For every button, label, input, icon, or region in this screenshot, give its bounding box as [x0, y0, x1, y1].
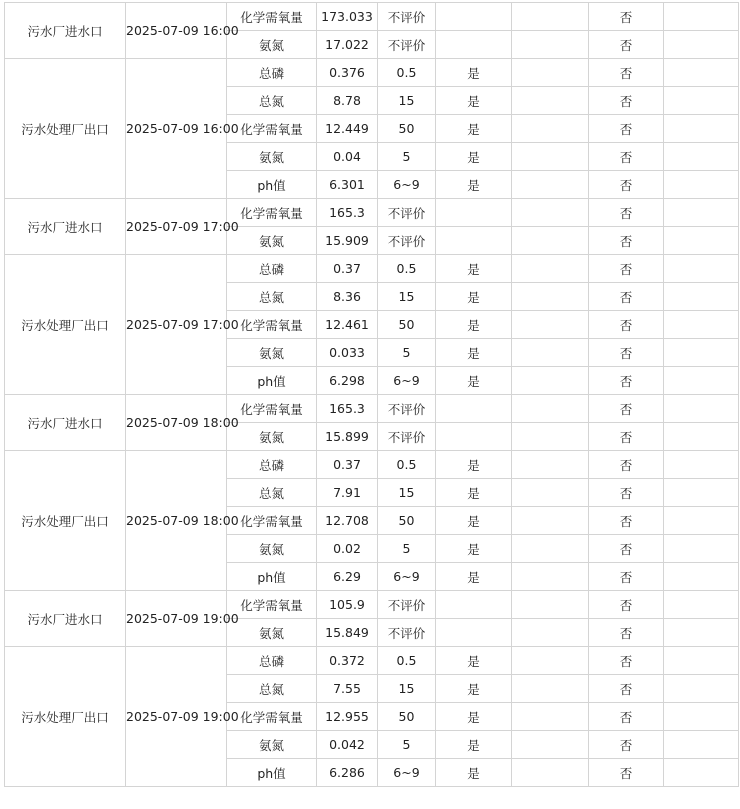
exceed-flag-cell: 否 — [589, 3, 664, 31]
site-name-cell: 污水处理厂出口 — [5, 451, 126, 591]
pollutant-item-cell: 总氮 — [227, 87, 317, 115]
exceed-flag-cell: 否 — [589, 143, 664, 171]
pollutant-item-cell: 总氮 — [227, 675, 317, 703]
site-name-cell: 污水处理厂出口 — [5, 255, 126, 395]
standard-limit-cell: 15 — [378, 479, 436, 507]
measured-value-cell: 7.55 — [317, 675, 378, 703]
standard-limit-cell: 0.5 — [378, 59, 436, 87]
measured-value-cell: 8.36 — [317, 283, 378, 311]
exceed-flag-cell: 否 — [589, 563, 664, 591]
empty-cell — [664, 31, 739, 59]
empty-cell — [512, 675, 589, 703]
qualified-cell: 是 — [436, 115, 512, 143]
pollutant-item-cell: 化学需氧量 — [227, 591, 317, 619]
standard-limit-cell: 不评价 — [378, 423, 436, 451]
measured-value-cell: 7.91 — [317, 479, 378, 507]
empty-cell — [664, 395, 739, 423]
monitoring-data-table — [4, 2, 739, 787]
site-name-cell: 污水厂进水口 — [5, 199, 126, 255]
measured-value-cell: 0.033 — [317, 339, 378, 367]
sample-time-cell: 2025-07-09 18:00 — [126, 451, 227, 591]
empty-cell — [664, 563, 739, 591]
standard-limit-cell: 50 — [378, 507, 436, 535]
pollutant-item-cell: 总氮 — [227, 479, 317, 507]
pollutant-item-cell: 总磷 — [227, 255, 317, 283]
measured-value-cell: 6.298 — [317, 367, 378, 395]
exceed-flag-cell: 否 — [589, 31, 664, 59]
empty-cell — [512, 87, 589, 115]
qualified-cell — [436, 199, 512, 227]
empty-cell — [664, 619, 739, 647]
empty-cell — [664, 423, 739, 451]
empty-cell — [512, 423, 589, 451]
standard-limit-cell: 50 — [378, 115, 436, 143]
measured-value-cell: 12.708 — [317, 507, 378, 535]
empty-cell — [664, 731, 739, 759]
empty-cell — [512, 255, 589, 283]
qualified-cell: 是 — [436, 283, 512, 311]
measured-value-cell: 0.02 — [317, 535, 378, 563]
qualified-cell: 是 — [436, 339, 512, 367]
empty-cell — [512, 143, 589, 171]
pollutant-item-cell: 氨氮 — [227, 143, 317, 171]
pollutant-item-cell: 氨氮 — [227, 731, 317, 759]
pollutant-item-cell: 化学需氧量 — [227, 199, 317, 227]
standard-limit-cell: 15 — [378, 87, 436, 115]
standard-limit-cell: 6~9 — [378, 367, 436, 395]
exceed-flag-cell: 否 — [589, 255, 664, 283]
exceed-flag-cell: 否 — [589, 87, 664, 115]
standard-limit-cell: 6~9 — [378, 563, 436, 591]
standard-limit-cell: 不评价 — [378, 227, 436, 255]
measured-value-cell: 0.37 — [317, 451, 378, 479]
qualified-cell: 是 — [436, 255, 512, 283]
site-name-cell: 污水厂进水口 — [5, 3, 126, 59]
exceed-flag-cell: 否 — [589, 171, 664, 199]
empty-cell — [664, 675, 739, 703]
exceed-flag-cell: 否 — [589, 451, 664, 479]
standard-limit-cell: 50 — [378, 703, 436, 731]
table-row — [5, 59, 739, 87]
empty-cell — [512, 199, 589, 227]
qualified-cell — [436, 3, 512, 31]
exceed-flag-cell: 否 — [589, 311, 664, 339]
standard-limit-cell: 0.5 — [378, 255, 436, 283]
empty-cell — [512, 647, 589, 675]
pollutant-item-cell: 化学需氧量 — [227, 703, 317, 731]
pollutant-item-cell: 总氮 — [227, 283, 317, 311]
pollutant-item-cell: ph值 — [227, 171, 317, 199]
pollutant-item-cell: 氨氮 — [227, 423, 317, 451]
exceed-flag-cell: 否 — [589, 479, 664, 507]
sample-time-cell: 2025-07-09 18:00 — [126, 395, 227, 451]
empty-cell — [664, 143, 739, 171]
site-name-cell: 污水厂进水口 — [5, 591, 126, 647]
standard-limit-cell: 不评价 — [378, 395, 436, 423]
exceed-flag-cell: 否 — [589, 395, 664, 423]
pollutant-item-cell: 氨氮 — [227, 31, 317, 59]
table-row — [5, 3, 739, 31]
empty-cell — [664, 3, 739, 31]
standard-limit-cell: 5 — [378, 143, 436, 171]
empty-cell — [664, 283, 739, 311]
empty-cell — [512, 283, 589, 311]
qualified-cell: 是 — [436, 479, 512, 507]
measured-value-cell: 6.29 — [317, 563, 378, 591]
empty-cell — [512, 591, 589, 619]
measured-value-cell: 15.899 — [317, 423, 378, 451]
site-name-cell: 污水厂进水口 — [5, 395, 126, 451]
empty-cell — [664, 339, 739, 367]
empty-cell — [512, 395, 589, 423]
empty-cell — [512, 339, 589, 367]
empty-cell — [664, 87, 739, 115]
qualified-cell: 是 — [436, 703, 512, 731]
measured-value-cell: 165.3 — [317, 199, 378, 227]
empty-cell — [664, 311, 739, 339]
empty-cell — [664, 451, 739, 479]
empty-cell — [512, 115, 589, 143]
standard-limit-cell: 50 — [378, 311, 436, 339]
sample-time-cell: 2025-07-09 19:00 — [126, 591, 227, 647]
measured-value-cell: 0.372 — [317, 647, 378, 675]
measured-value-cell: 12.461 — [317, 311, 378, 339]
empty-cell — [664, 59, 739, 87]
pollutant-item-cell: ph值 — [227, 367, 317, 395]
sample-time-cell: 2025-07-09 19:00 — [126, 647, 227, 787]
qualified-cell: 是 — [436, 675, 512, 703]
site-name-cell: 污水处理厂出口 — [5, 59, 126, 199]
measured-value-cell: 105.9 — [317, 591, 378, 619]
measured-value-cell: 15.909 — [317, 227, 378, 255]
monitoring-table-body — [5, 3, 739, 787]
standard-limit-cell: 不评价 — [378, 619, 436, 647]
empty-cell — [664, 227, 739, 255]
pollutant-item-cell: 氨氮 — [227, 227, 317, 255]
standard-limit-cell: 不评价 — [378, 591, 436, 619]
qualified-cell: 是 — [436, 367, 512, 395]
measured-value-cell: 6.301 — [317, 171, 378, 199]
qualified-cell: 是 — [436, 647, 512, 675]
qualified-cell: 是 — [436, 171, 512, 199]
empty-cell — [512, 171, 589, 199]
qualified-cell — [436, 227, 512, 255]
standard-limit-cell: 不评价 — [378, 199, 436, 227]
empty-cell — [512, 31, 589, 59]
qualified-cell: 是 — [436, 535, 512, 563]
measured-value-cell: 17.022 — [317, 31, 378, 59]
site-name-cell: 污水处理厂出口 — [5, 647, 126, 787]
standard-limit-cell: 6~9 — [378, 759, 436, 787]
pollutant-item-cell: 氨氮 — [227, 535, 317, 563]
sample-time-cell: 2025-07-09 16:00 — [126, 59, 227, 199]
qualified-cell: 是 — [436, 731, 512, 759]
exceed-flag-cell: 否 — [589, 423, 664, 451]
empty-cell — [664, 479, 739, 507]
empty-cell — [664, 255, 739, 283]
exceed-flag-cell: 否 — [589, 759, 664, 787]
empty-cell — [512, 563, 589, 591]
standard-limit-cell: 15 — [378, 675, 436, 703]
exceed-flag-cell: 否 — [589, 647, 664, 675]
exceed-flag-cell: 否 — [589, 507, 664, 535]
pollutant-item-cell: 总磷 — [227, 451, 317, 479]
table-row — [5, 199, 739, 227]
qualified-cell: 是 — [436, 311, 512, 339]
pollutant-item-cell: 总磷 — [227, 647, 317, 675]
table-row — [5, 255, 739, 283]
empty-cell — [664, 703, 739, 731]
sample-time-cell: 2025-07-09 17:00 — [126, 255, 227, 395]
measured-value-cell: 165.3 — [317, 395, 378, 423]
qualified-cell: 是 — [436, 451, 512, 479]
qualified-cell: 是 — [436, 87, 512, 115]
qualified-cell — [436, 423, 512, 451]
pollutant-item-cell: 化学需氧量 — [227, 507, 317, 535]
pollutant-item-cell: 总磷 — [227, 59, 317, 87]
exceed-flag-cell: 否 — [589, 731, 664, 759]
table-row — [5, 451, 739, 479]
empty-cell — [664, 115, 739, 143]
qualified-cell: 是 — [436, 143, 512, 171]
exceed-flag-cell: 否 — [589, 619, 664, 647]
table-row — [5, 647, 739, 675]
standard-limit-cell: 0.5 — [378, 647, 436, 675]
empty-cell — [512, 759, 589, 787]
measured-value-cell: 15.849 — [317, 619, 378, 647]
exceed-flag-cell: 否 — [589, 115, 664, 143]
empty-cell — [512, 367, 589, 395]
empty-cell — [512, 619, 589, 647]
pollutant-item-cell: 化学需氧量 — [227, 115, 317, 143]
standard-limit-cell: 5 — [378, 339, 436, 367]
table-row — [5, 591, 739, 619]
sample-time-cell: 2025-07-09 16:00 — [126, 3, 227, 59]
exceed-flag-cell: 否 — [589, 283, 664, 311]
exceed-flag-cell: 否 — [589, 367, 664, 395]
empty-cell — [664, 759, 739, 787]
empty-cell — [664, 507, 739, 535]
qualified-cell — [436, 619, 512, 647]
empty-cell — [512, 451, 589, 479]
empty-cell — [512, 731, 589, 759]
pollutant-item-cell: 氨氮 — [227, 619, 317, 647]
qualified-cell — [436, 395, 512, 423]
exceed-flag-cell: 否 — [589, 591, 664, 619]
table-row — [5, 395, 739, 423]
empty-cell — [664, 647, 739, 675]
pollutant-item-cell: 氨氮 — [227, 339, 317, 367]
empty-cell — [512, 59, 589, 87]
standard-limit-cell: 5 — [378, 731, 436, 759]
empty-cell — [512, 507, 589, 535]
qualified-cell — [436, 591, 512, 619]
empty-cell — [664, 535, 739, 563]
measured-value-cell: 6.286 — [317, 759, 378, 787]
empty-cell — [512, 479, 589, 507]
measured-value-cell: 8.78 — [317, 87, 378, 115]
empty-cell — [512, 535, 589, 563]
exceed-flag-cell: 否 — [589, 59, 664, 87]
exceed-flag-cell: 否 — [589, 227, 664, 255]
empty-cell — [664, 171, 739, 199]
pollutant-item-cell: 化学需氧量 — [227, 395, 317, 423]
qualified-cell: 是 — [436, 759, 512, 787]
empty-cell — [512, 311, 589, 339]
qualified-cell: 是 — [436, 507, 512, 535]
exceed-flag-cell: 否 — [589, 339, 664, 367]
empty-cell — [512, 3, 589, 31]
measured-value-cell: 0.042 — [317, 731, 378, 759]
measured-value-cell: 12.955 — [317, 703, 378, 731]
qualified-cell: 是 — [436, 59, 512, 87]
standard-limit-cell: 0.5 — [378, 451, 436, 479]
empty-cell — [664, 367, 739, 395]
standard-limit-cell: 6~9 — [378, 171, 436, 199]
qualified-cell — [436, 31, 512, 59]
standard-limit-cell: 不评价 — [378, 31, 436, 59]
measured-value-cell: 0.376 — [317, 59, 378, 87]
measured-value-cell: 173.033 — [317, 3, 378, 31]
measured-value-cell: 0.04 — [317, 143, 378, 171]
pollutant-item-cell: 化学需氧量 — [227, 3, 317, 31]
measured-value-cell: 0.37 — [317, 255, 378, 283]
exceed-flag-cell: 否 — [589, 675, 664, 703]
standard-limit-cell: 15 — [378, 283, 436, 311]
pollutant-item-cell: ph值 — [227, 563, 317, 591]
empty-cell — [664, 199, 739, 227]
measured-value-cell: 12.449 — [317, 115, 378, 143]
exceed-flag-cell: 否 — [589, 703, 664, 731]
pollutant-item-cell: 化学需氧量 — [227, 311, 317, 339]
qualified-cell: 是 — [436, 563, 512, 591]
exceed-flag-cell: 否 — [589, 199, 664, 227]
standard-limit-cell: 5 — [378, 535, 436, 563]
empty-cell — [512, 703, 589, 731]
exceed-flag-cell: 否 — [589, 535, 664, 563]
sample-time-cell: 2025-07-09 17:00 — [126, 199, 227, 255]
empty-cell — [512, 227, 589, 255]
pollutant-item-cell: ph值 — [227, 759, 317, 787]
empty-cell — [664, 591, 739, 619]
standard-limit-cell: 不评价 — [378, 3, 436, 31]
